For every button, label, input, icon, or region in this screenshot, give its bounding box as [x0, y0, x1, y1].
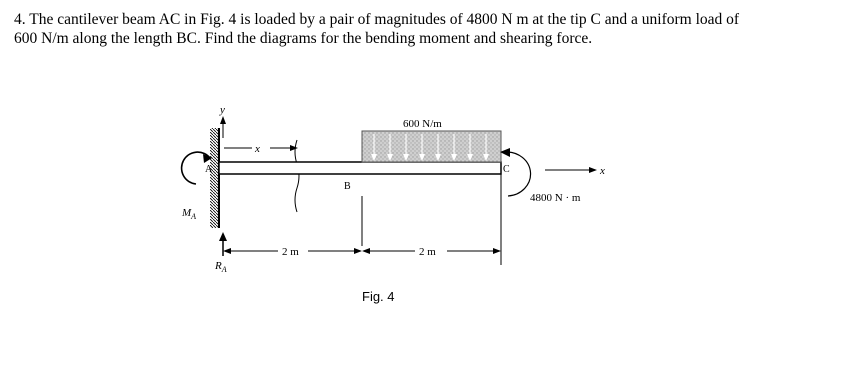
x-axis-label: x	[600, 165, 605, 177]
reaction-label: $R_A$	[215, 260, 227, 274]
x-axis	[545, 167, 597, 173]
figure-caption: Fig. 4	[362, 289, 395, 304]
support-moment-label: $M_A$	[182, 207, 197, 221]
point-c-label: C	[503, 164, 510, 175]
dimension-ab-label: 2 m	[282, 246, 299, 258]
problem-line-1: 4. The cantilever beam AC in Fig. 4 is loaded by a pair of magnitudes of 4800 N m at the tip C and a uniform load of	[14, 11, 740, 28]
distributed-load	[362, 131, 501, 162]
problem-line-2: 600 N/m along the length BC. Find the diagrams for the bending moment and shearing force.	[14, 30, 593, 47]
wall-support	[210, 128, 219, 228]
y-axis-label: y	[220, 104, 225, 116]
beam	[219, 162, 501, 174]
dimension-bc-label: 2 m	[419, 246, 436, 258]
x-coordinate-arrow	[224, 145, 298, 151]
tip-moment-label: 4800 N · m	[530, 192, 581, 204]
y-axis	[220, 116, 226, 138]
x-coordinate-label: x	[255, 143, 260, 155]
distributed-load-label: 600 N/m	[403, 118, 442, 130]
point-a-label: A	[205, 164, 213, 175]
point-b-label: B	[344, 181, 351, 192]
section-cut-line	[295, 140, 299, 212]
reaction-arrow	[219, 232, 227, 256]
